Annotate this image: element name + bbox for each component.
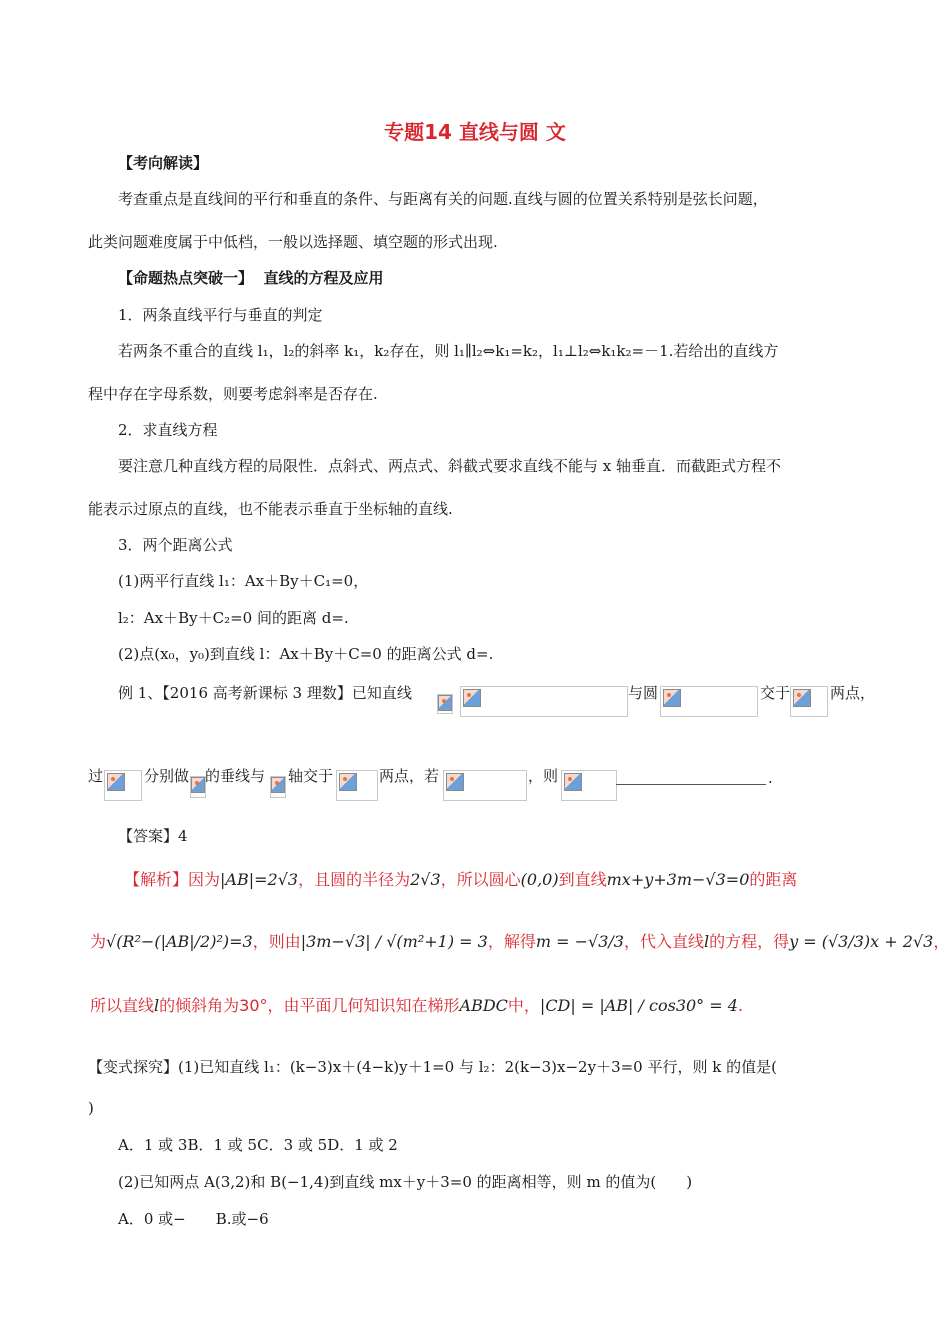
section-heading-hotspot	[118, 268, 383, 288]
broken-image-icon	[104, 770, 142, 801]
math-expr: √(R²−(|AB|/2)²)=3	[106, 932, 253, 951]
answer-blank	[616, 784, 766, 785]
solution-line-1	[124, 868, 797, 892]
solution-text: 的倾斜角为30°，由平面几何知识知在梯形	[159, 996, 460, 1015]
solution-text: ，则由	[252, 932, 301, 951]
broken-image-icon	[790, 686, 828, 717]
example-text: .	[768, 769, 773, 787]
math-expr: ABDC	[459, 996, 508, 1015]
solution-text: 的方程，得	[709, 932, 790, 951]
page-title: 专题14 直线与圆 文	[384, 120, 566, 144]
solution-text: ，且圆的半径为	[298, 870, 411, 889]
options: A．1 或 3B．1 或 5C．3 或 5D．1 或 2	[118, 1136, 398, 1154]
paragraph: l₂：Ax＋By＋C₂=0 间的距离 d=.	[118, 609, 349, 627]
paragraph: 【变式探究】(1)已知直线 l₁：(k−3)x＋(4−k)y＋1=0 与 l₂：2(k−3)x−2y＋3=0 平行，则 k 的值是(	[88, 1058, 777, 1076]
broken-image-icon	[460, 686, 628, 717]
math-expr: l	[703, 932, 710, 951]
solution-line-2	[90, 928, 949, 956]
broken-image-icon	[270, 776, 286, 798]
answer: 【答案】4	[118, 827, 188, 845]
item-title: 2．求直线方程	[118, 421, 218, 439]
solution-text: 中，	[507, 996, 540, 1015]
broken-image-icon	[561, 770, 617, 801]
solution-text: 的距离	[749, 870, 798, 889]
hotspot-subtitle: 直线的方程及应用	[263, 269, 384, 287]
math-expr: y = (√3/3)x + 2√3	[789, 932, 934, 951]
solution-text: 到直线	[558, 870, 607, 889]
math-expr: mx+y+3m−√3=0	[606, 870, 750, 889]
math-expr: l	[154, 996, 160, 1015]
paragraph: 程中存在字母系数，则要考虑斜率是否存在.	[88, 385, 378, 403]
hotspot-label: 【命题热点突破一】	[118, 269, 254, 287]
paragraph: 能表示过原点的直线，也不能表示垂直于坐标轴的直线.	[88, 500, 453, 518]
paragraph: 要注意几种直线方程的局限性．点斜式、两点式、斜截式要求直线不能与 x 轴垂直．而截距式方程不	[118, 457, 782, 475]
solution-text: 为	[90, 932, 107, 951]
section-heading-kaoxiang: 【考向解读】	[118, 154, 209, 172]
math-expr: 2√3	[410, 870, 441, 889]
item-title: 3．两个距离公式	[118, 536, 233, 554]
broken-image-icon	[437, 694, 453, 714]
math-expr: m = −√3/3	[535, 932, 624, 951]
paragraph: 此类问题难度属于中低档，一般以选择题、填空题的形式出现.	[88, 233, 498, 251]
paragraph: 若两条不重合的直线 l₁，l₂的斜率 k₁，k₂存在，则 l₁∥l₂⇔k₁=k₂，l₁⊥l₂⇔k₁k₂=－1.若给出的直线方	[118, 342, 779, 360]
solution-text: ，	[933, 932, 950, 951]
paragraph: (2)点(x₀，y₀)到直线 l：Ax＋By＋C=0 的距离公式 d=.	[118, 645, 494, 663]
math-expr: |CD| = |AB| / cos30° = 4	[539, 996, 738, 1015]
math-expr: |3m−√3| / √(m²+1) = 3	[300, 932, 488, 951]
example-text: 的垂线与	[205, 767, 266, 785]
solution-line-3	[90, 994, 743, 1018]
solution-text: ，代入直线	[623, 932, 704, 951]
example-text: 两点，	[830, 684, 876, 702]
example-text: 与圆	[628, 684, 659, 702]
paragraph: (2)已知两点 A(3,2)和 B(−1,4)到直线 mx＋y＋3=0 的距离相等，则 m 的值为( )	[118, 1173, 693, 1191]
broken-image-icon	[190, 776, 206, 798]
example-text: 轴交于	[288, 767, 334, 785]
paragraph: 考查重点是直线间的平行和垂直的条件、与距离有关的问题.直线与圆的位置关系特别是弦长问题，	[118, 190, 768, 208]
solution-text: ，所以圆心	[440, 870, 521, 889]
example-text: 过	[88, 767, 104, 785]
broken-image-icon	[443, 770, 527, 801]
paragraph: )	[88, 1099, 94, 1117]
solution-text: 【解析】因为	[124, 870, 221, 889]
paragraph: (1)两平行直线 l₁：Ax＋By＋C₁=0，	[118, 572, 369, 590]
options: A．0 或− B.或−6	[118, 1210, 269, 1228]
broken-image-icon	[336, 770, 378, 801]
example-text: ，则	[528, 767, 559, 785]
example-text: 交于	[760, 684, 791, 702]
math-expr: |AB|=2√3	[220, 870, 299, 889]
math-expr: (0,0)	[520, 870, 559, 889]
example-text: 两点，若	[379, 767, 440, 785]
solution-text: .	[737, 996, 744, 1015]
item-title: 1．两条直线平行与垂直的判定	[118, 306, 323, 324]
solution-text: ，解得	[487, 932, 536, 951]
solution-text: 所以直线	[90, 996, 155, 1015]
example-text: 例 1、【2016 高考新课标 3 理数】已知直线	[118, 684, 412, 702]
broken-image-icon	[660, 686, 758, 717]
example-text: 分别做	[144, 767, 190, 785]
